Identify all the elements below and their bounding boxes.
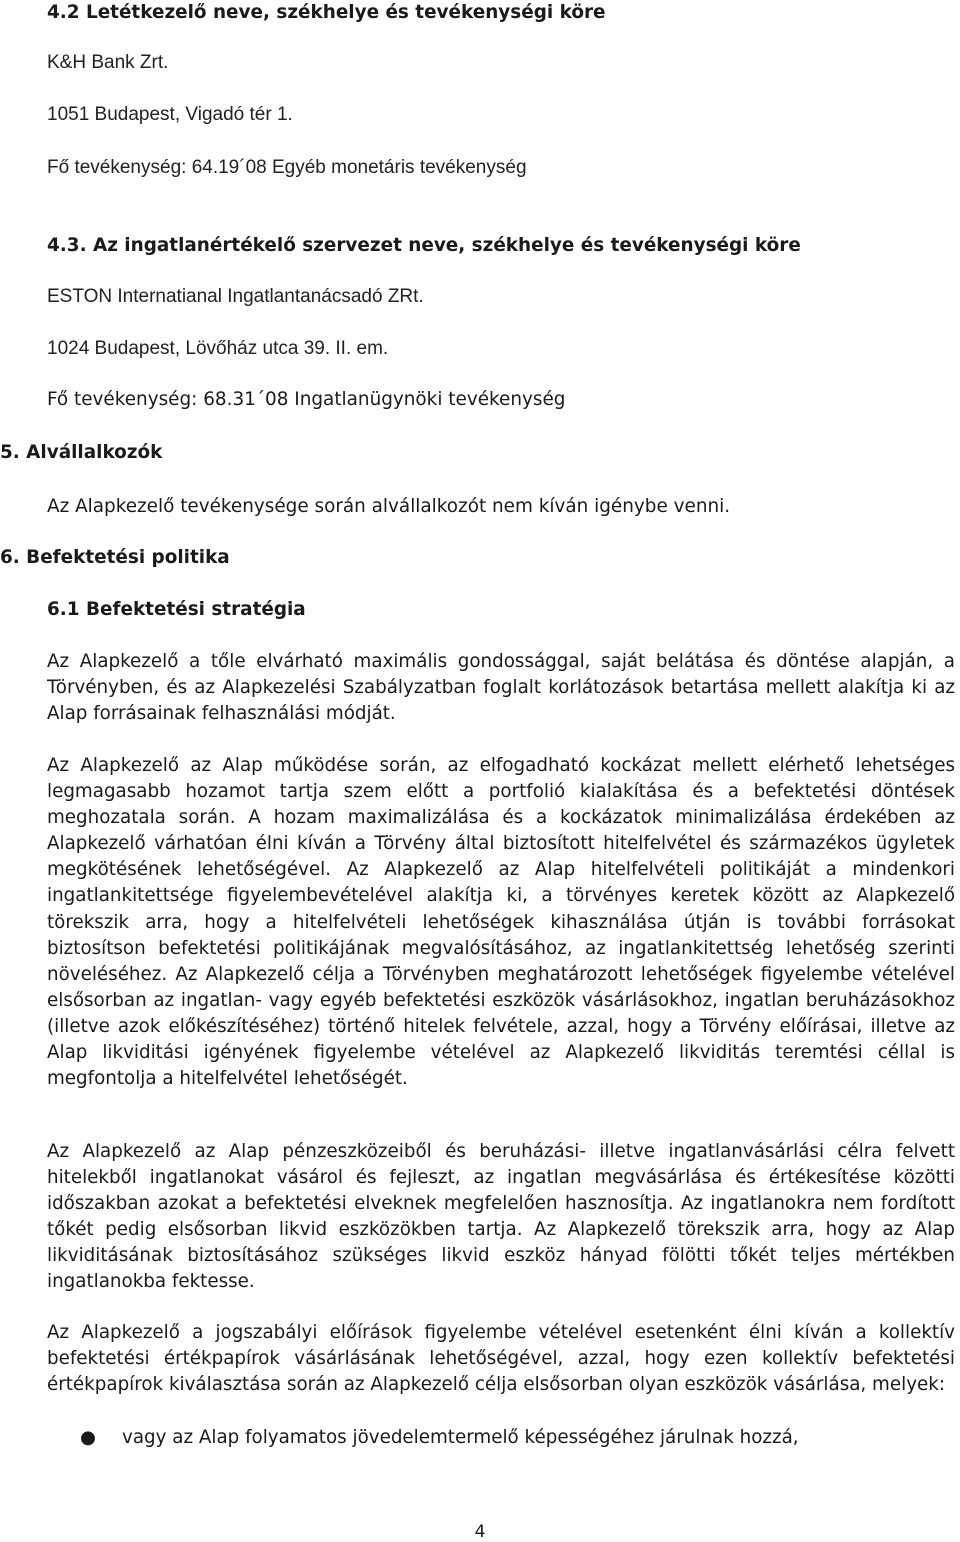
paragraph-1: Az Alapkezelő a tőle elvárható maximális gondossággal, saját belátása és döntése alapján, a Törvényben, és az Alapkezelési Szabályzatban foglalt korlátozások betartása mellett alakítja ki az Alap forrásainak felhasználási módját. [47, 651, 955, 725]
heading-6-1: 6.1 Befektetési stratégia [47, 599, 306, 620]
depositary-name: K&H Bank Zrt. [47, 52, 169, 73]
bullet-icon: ● [80, 1427, 96, 1448]
heading-5: 5. Alvállalkozók [0, 442, 163, 463]
paragraph-2: Az Alapkezelő az Alap működése során, az elfogadható kockázat mellett elérhető lehetséges legmagasabb hozamot tartja szem előtt a portfolió kialakítása és a befektetési döntések meghozatala során. A hozam maximalizálása és a kockázatok minimalizálása érdekében az Alapkezelő várhatóan élni kíván a Törvény által biztosított hitelfelvétel és származékos ügyletek megkötésének lehetőségével. Az Alapkezelő az Alap hitelfelvételi politikáját a mindenkori ingatlankitettsége figyelembevételével alakítja ki, a törvényes keretek között az Alapkezelő törekszik arra, hogy a hitelfelvételi lehetőségek kihasználása útján is további forrásokat biztosítson befektetési politikájának megvalósításához, az ingatlankitettség lehetőség szerinti növeléséhez. Az Alapkezelő célja a Törvényben meghatározott lehetőségek figyelembe vételével elsősorban az ingatlan- vagy egyéb befektetési eszközök vásárlásokhoz, ingatlan beruházásokhoz (illetve azok előkészítéséhez) történő hitelek felvétele, azzal, hogy a Törvény előírásai, illetve az Alap likviditási igényének figyelembe vételével az Alapkezelő likviditás teremtési céllal is megfontolja a hitelfelvétel lehetőségét. [47, 755, 955, 1090]
heading-4-2: 4.2 Letétkezelő neve, székhelye és tevékenységi köre [47, 2, 606, 23]
depositary-activity: Fő tevékenység: 64.19´08 Egyéb monetáris tevékenység [47, 157, 527, 178]
list-item-text: vagy az Alap folyamatos jövedelemtermelő képességéhez járulnak hozzá, [122, 1427, 799, 1448]
valuer-activity: Fő tevékenység: 68.31´08 Ingatlanügynöki tevékenység [47, 389, 566, 410]
depositary-address: 1051 Budapest, Vigadó tér 1. [47, 104, 293, 125]
list-item [80, 1425, 799, 1451]
heading-6: 6. Befektetési politika [0, 547, 230, 568]
valuer-name: ESTON Internatianal Ingatlantanácsadó ZRt. [47, 286, 424, 307]
page-number: 4 [474, 1522, 486, 1542]
paragraph-3: Az Alapkezelő az Alap pénzeszközeiből és beruházási- illetve ingatlanvásárlási célra felvett hitelekből ingatlanokat vásárol és fejleszt, az ingatlan megvásárlása és értékesítése közötti időszakban azokat a befektetési elveknek megfelelően hasznosítja. Az ingatlanokra nem fordított tőkét pedig elsősorban likvid eszközökben tartja. Az Alapkezelő törekszik arra, hogy az Alap likviditásának biztosításához szükséges likvid eszköz hányad fölötti tőkét teljes mértékben ingatlanokba fektesse. [47, 1141, 955, 1293]
subcontractor-text: Az Alapkezelő tevékenysége során alvállalkozót nem kíván igénybe venni. [47, 496, 731, 517]
paragraph-4: Az Alapkezelő a jogszabályi előírások figyelembe vételével esetenként élni kíván a kollektív befektetési értékpapírok vásárlásának lehetőségével, azzal, hogy ezen kollektív befektetési értékpapírok kiválasztása során az Alapkezelő célja elsősorban olyan eszközök vásárlása, melyek: [47, 1322, 955, 1396]
valuer-address: 1024 Budapest, Lövőház utca 39. II. em. [47, 338, 389, 359]
heading-4-3: 4.3. Az ingatlanértékelő szervezet neve, székhelye és tevékenységi köre [47, 235, 801, 256]
